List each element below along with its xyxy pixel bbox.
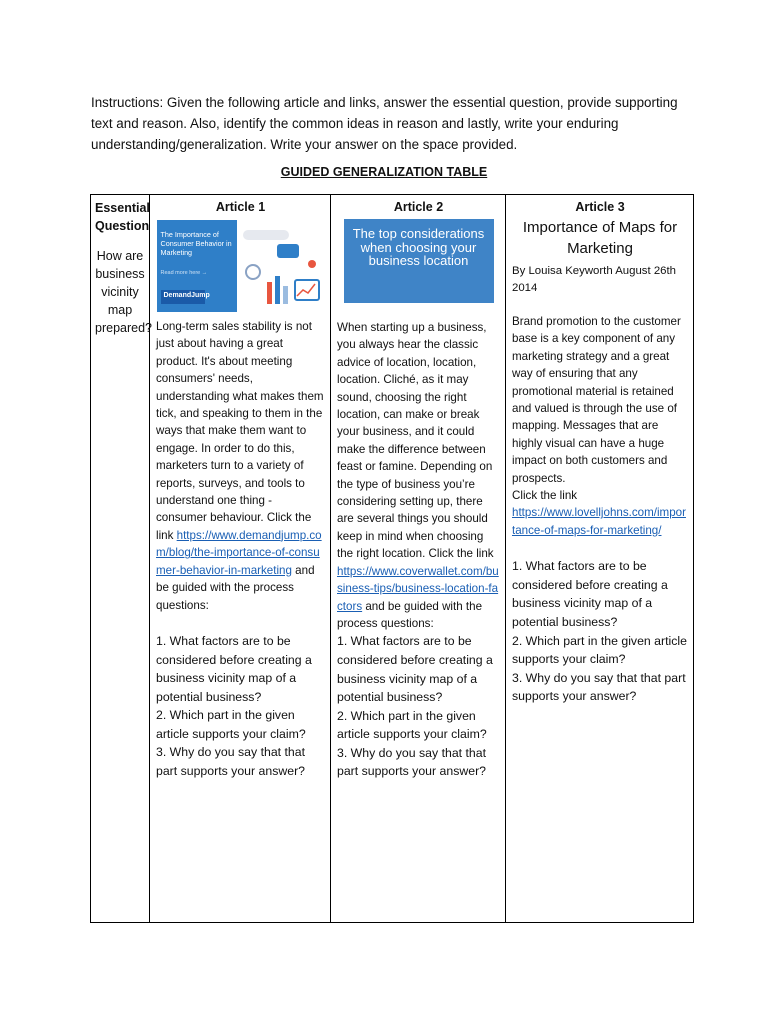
article-2-question-2: 2. Which part in the given article supports your claim? [337,708,487,742]
article-2-thumbnail [344,219,494,303]
article-3-title: Importance of Maps for Marketing [522,219,678,257]
article-1-question-3: 3. Why do you say that that part supports your answer? [156,745,306,779]
article-2-thumb-text: The top considerations when choosing your business location [352,226,485,269]
article-1-question-2: 2. Which part in the given article supports your claim? [156,708,306,741]
essential-question-cell [91,195,150,923]
article-3-link[interactable]: https://www.lovelljohns.com/importance-of-maps-for-marketing/ [512,506,686,537]
article-1-after-link: and be guided with the process questions: [156,563,315,612]
article-1-thumb-link: Read more here → [160,270,208,276]
article-2-after-link: and be guided with the process questions: [337,599,483,630]
guided-generalization-table [90,194,694,923]
article-2-cell [331,195,506,923]
article-3-body: Brand promotion to the customer base is a key component of any marketing strategy and a great way of ensuring that any promotional material is retained and valued is through the use of mapping. Messages that are highly visual can have a huge impact on both customers and prospects. [512,315,681,485]
instructions-text: Instructions: Given the following article and links, answer the essential question, provide supporting text and reason. Also, identify the common ideas in reason and lastly, write your enduring understanding/generalization. Write your answer on the space provided. [91,95,678,152]
article-2-intro: When starting up a business, you always hear the classic advice of location, location, location. Cliché, as it may sound, choosing the right location, can make or break your business, and it could make the difference between feast or famine. Depending on the type of business you’re considering setting up, there are several things you should keep in mind when choosing the right location. Click the link [337,321,494,561]
article-2-header: Article 2 [393,200,444,214]
article-3-question-2: 2. Which part in the given article supports your claim? [512,633,687,667]
essential-question-text: How are business vicinity map prepared? [95,249,152,335]
article-3-question-3: 3. Why do you say that that part supports your answer? [512,670,686,704]
article-1-header: Article 1 [215,200,266,214]
demandjump-logo: DemandJump [163,292,210,299]
article-1-thumb-title: The Importance of Consumer Behavior in Marketing [160,230,232,257]
article-3-question-1: 1. What factors are to be considered before creating a business vicinity map of a potential business? [512,559,668,630]
article-1-thumbnail [157,220,325,312]
article-2-link[interactable]: https://www.coverwallet.com/business-tips/business-location-factors [337,564,499,613]
article-2-question-3: 3. Why do you say that that part supports your answer? [337,745,487,779]
article-1-questions [156,632,325,781]
article-2-question-1: 1. What factors are to be considered before creating a business vicinity map of a potential business? [337,634,493,705]
article-2-questions [337,632,500,781]
essential-question-label: Essential Question [95,201,150,233]
article-3-byline: By Louisa Keyworth August 26th 2014 [512,265,677,294]
article-3-cell [506,195,694,923]
article-3-click-text: Click the link [512,489,578,503]
article-3-questions [512,557,688,706]
article-3-header: Article 3 [575,200,625,214]
article-1-link[interactable]: https://www.demandjump.com/blog/the-importance-of-consumer-behavior-in-marketing [156,528,322,577]
article-2-body [337,319,500,632]
article-1-question-1: 1. What factors are to be considered before creating a business vicinity map of a potential business? [156,633,312,704]
article-1-body [156,318,325,614]
article-1-cell [150,195,331,923]
article-1-intro: Long-term sales stability is not just about having a great product. It's about meeting consumers' needs, understanding what makes them tick, and speaking to them in the ways that make them want to engage. In order to do this, marketers turn to a variety of reports, surveys, and tools to understand one thing - consumer behaviour. Click the link [156,320,324,542]
table-title: GUIDED GENERALIZATION TABLE [280,165,488,179]
